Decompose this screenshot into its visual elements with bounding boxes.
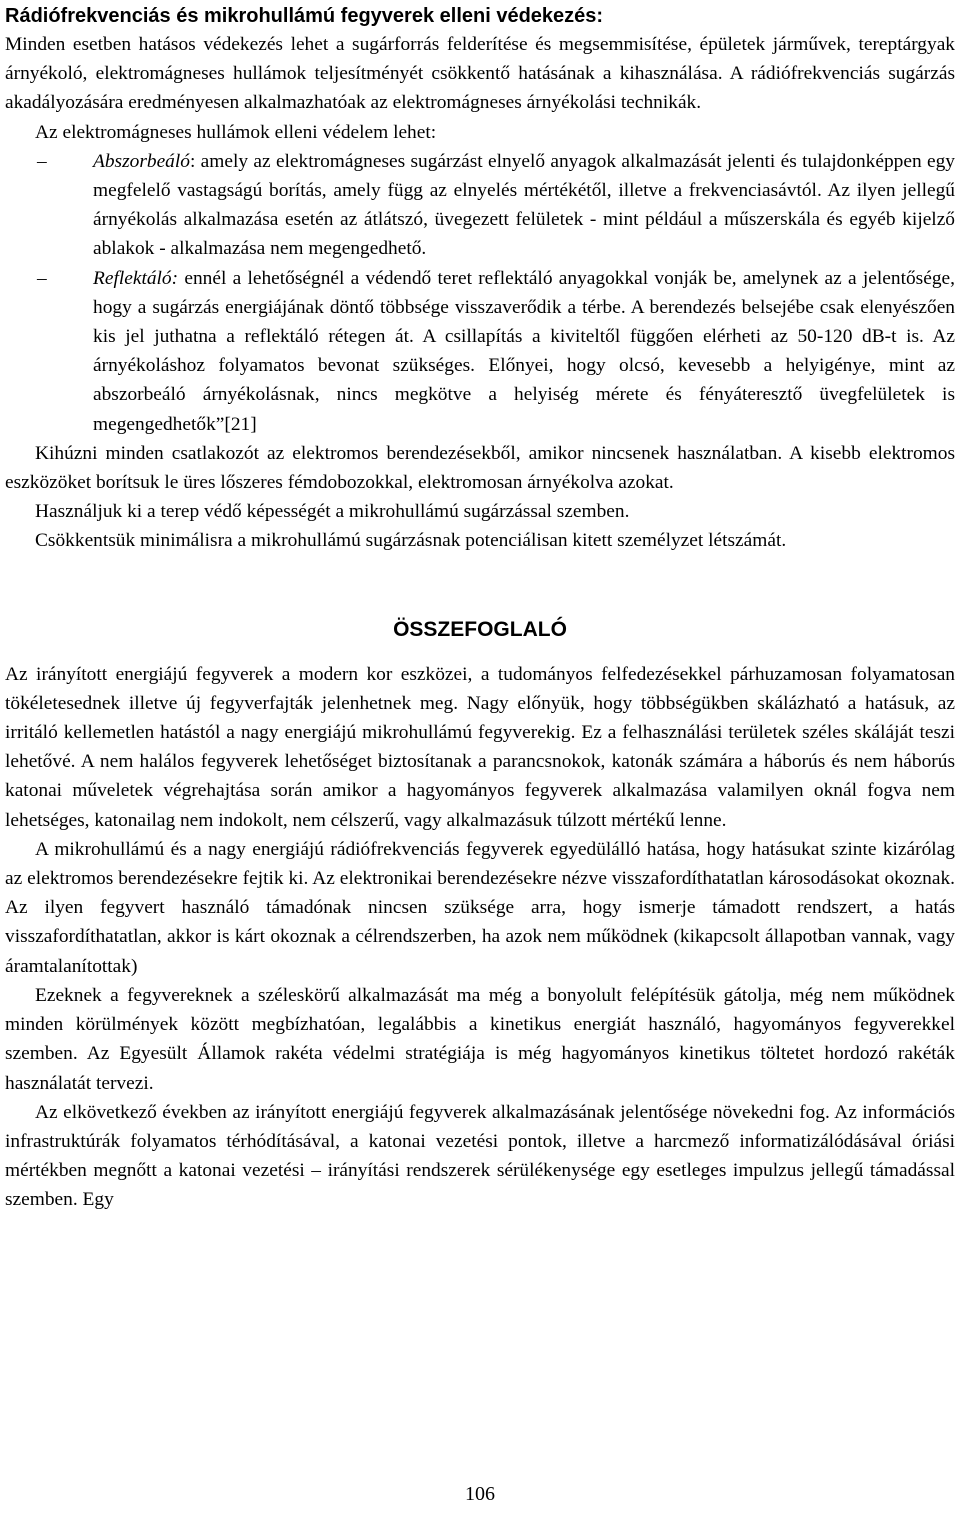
document-page — [5, 0, 955, 1215]
summary-paragraph: Az elkövetkező években az irányított energiájú fegyverek alkalmazásának jelentősége növekedni fog. Az információs infrastruktúrák folyamatos térhódításával, a katonai vezetési pontok, illetve a harcmező informatizálódásával óriási mértékben megnőtt a katonai vezetési – irányítási rendszerek sérülékenysége egy esetleges impulzus jellegű támadással szemben. Egy — [5, 1101, 955, 1211]
body-paragraph: Használjuk ki a terep védő képességét a mikrohullámú sugárzással szemben. — [35, 501, 630, 523]
summary-title: ÖSSZEFOGLALÓ — [393, 617, 567, 641]
intro-paragraph: Minden esetben hatásos védekezés lehet a sugárforrás felderítése és megsemmisítése, épületek járművek, tereptárgyak árnyékoló, elektromágneses hullámok teljesítményét csökkentő hatásának a kihasználása. A rádiófrekvenciás sugárzás akadályozására eredményesen alkalmazhatóak az elektromágneses árnyékolási technikák. — [5, 34, 955, 114]
body-paragraph: Kihúzni minden csatlakozót az elektromos berendezésekből, amikor nincsenek használatban. A kisebb elektromos eszközöket borítsuk le üres lőszeres fémdobozokkal, elektromosan árnyékolva azokat. — [5, 442, 955, 494]
list-item-term: Reflektáló: — [93, 267, 179, 289]
body-paragraph: Csökkentsük minimálisra a mikrohullámú sugárzásnak potenciálisan kitett személyzet létszámát. — [35, 530, 787, 552]
list-item-text: ennél a lehetőségnél a védendő teret reflektáló anyagokkal vonják be, amelynek az a jelentősége, hogy a sugárzás energiájának döntő többsége visszaverődik a térbe. A berendezés belsejébe csak elenyészően kis jel juthatna a reflektáló rétegen át. A csillapítás a kiviteltől függően elérheti az 50-120 dB-t is. Az árnyékoláshoz folyamatos bevonat szükséges. Előnyei, hogy olcsó, kevesebb a helyigénye, mint az abszorbeáló árnyékolásnak, nincs megkötve a helyiség mérete és fényáteresztő üvegfelületek is megengedhetők”[21] — [93, 267, 955, 435]
section-heading: Rádiófrekvenciás és mikrohullámú fegyverek elleni védekezés: — [5, 5, 604, 27]
dash-marker: – — [37, 267, 47, 289]
summary-paragraph: Az irányított energiájú fegyverek a modern kor eszközei, a tudományos felfedezésekkel párhuzamosan folyamatosan tökéletesednek illetve új fegyverfajták jelenhetnek meg. Nagy előnyük, hogy többségükben skálázható a hatásuk, az irritáló kellemetlen hatástól a nagy energiájú mikrohullámú fegyverekig. Ez a felhasználási területek széles skáláját teszi lehetővé. A nem halálos fegyverek lehetőséget biztosítanak a parancsnokok, katonák számára a háborús és nem háborús katonai műveletek végrehajtása során amikor a hagyományos fegyverek alkalmazása valamilyen oknál fogva nem lehetséges, katonailag nem indokolt, nem célszerű, vagy alkalmazásuk túlzott mértékű lenne. — [5, 663, 955, 831]
list-intro: Az elektromágneses hullámok elleni védelem lehet: — [35, 121, 437, 143]
protection-list — [5, 147, 955, 439]
dash-marker: – — [37, 150, 47, 172]
list-item — [37, 264, 955, 439]
page-number: 106 — [465, 1483, 495, 1505]
list-item-term: Abszorbeáló — [93, 150, 190, 172]
summary-paragraph: A mikrohullámú és a nagy energiájú rádiófrekvenciás fegyverek egyedülálló hatása, hogy hatásukat szinte kizárólag az elektromos berendezésekre fejtik ki. Az elektronikai berendezésekre nézve visszafordíthatatlan károsodásokat okoznak. Az ilyen fegyvert használó támadónak nincsen szüksége arra, hogy ismerje támadott rendszert, a hatás visszafordíthatatlan, akkor is kárt okoznak a célrendszerben, ha azok nem működnek (kikapcsolt állapotban vannak, vagy áramtalanítottak) — [5, 838, 955, 977]
list-item-text: : amely az elektromágneses sugárzást elnyelő anyagok alkalmazását jelenti és tulajdonképpen egy megfelelő vastagságú borítás, amely függ az elnyelés mértékétől, illetve a frekvenciasávtól. Az ilyen jellegű árnyékolás alkalmazása esetén az átlátszó, üvegezett felületek - mint például a műszerskála és egyéb kijelző ablakok - alkalmazása nem megengedhető. — [93, 150, 955, 260]
summary-paragraph: Ezeknek a fegyvereknek a széleskörű alkalmazását ma még a bonyolult felépítésük gátolja, még nem működnek minden körülmények között megbízhatóan, legalábbis a kinetikus energiát használó, hagyományos fegyverekkel szemben. Az Egyesült Államok rakéta védelmi stratégiája is még hagyományos kinetikus töltetet hordozó rakéták használatát tervezi. — [5, 984, 955, 1094]
list-item — [37, 147, 955, 264]
